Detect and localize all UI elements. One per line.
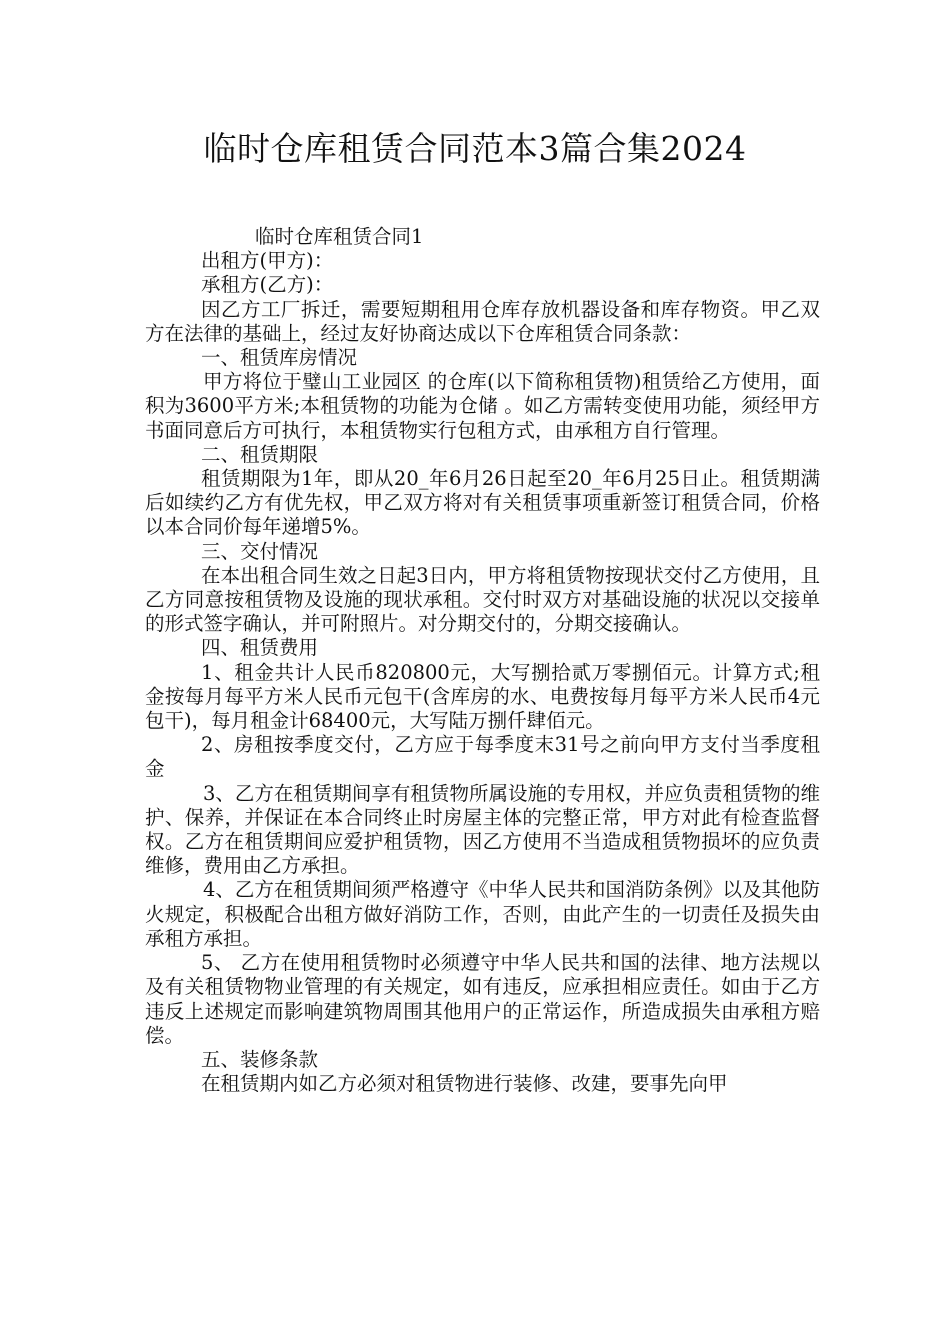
section-body-5: 在租赁期内如乙方必须对租赁物进行装修、改建，要事先向甲	[201, 1072, 728, 1096]
document-title: 临时仓库租赁合同范本3篇合集2024	[203, 129, 747, 168]
section-heading-2: 二、租赁期限	[201, 442, 319, 466]
contract-subtitle: 临时仓库租赁合同1	[255, 225, 424, 248]
section-body-3: 在本出租合同生效之日起3日内，甲方将租赁物按现状交付乙方使用，且乙方同意按租赁物及设施的现状承租。交付时双方对基础设施的状况以交接单的形式签字确认，并可附照片。对分期交付的，分期交接确认。	[145, 563, 820, 636]
section-heading-5: 五、装修条款	[201, 1047, 319, 1071]
lessee-line: 承租方(乙方)：	[201, 273, 334, 297]
section-4-item-2: 2、房租按季度交付，乙方应于每季度末31号之前向甲方支付当季度租金	[145, 733, 820, 781]
section-4-item-5: 5、 乙方在使用租赁物时必须遵守中华人民共和国的法律、地方法规以及有关租赁物物业管理的有关规定，如有违反，应承担相应责任。如由于乙方违反上述规定而影响建筑物周围其他用户的正常运作，所造成损失由承租方赔偿。	[145, 951, 820, 1047]
section-body-2: 租赁期限为1年，即从20_年6月26日起至20_年6月25日止。租赁期满后如续约乙方有优先权，甲乙双方将对有关租赁事项重新签订租赁合同，价格以本合同价每年递增5%。	[145, 467, 820, 539]
document-body	[145, 225, 820, 1096]
section-heading-3: 三、交付情况	[201, 539, 319, 563]
lessor-line: 出租方(甲方)：	[201, 249, 334, 273]
section-4-item-1: 1、租金共计人民币820800元，大写捌拾贰万零捌佰元。计算方式;租金按每月每平方米人民币元包干(含库房的水、电费按每月每平方米人民币4元包干)，每月租金计68400元，大写陆万捌仟肆佰元。	[145, 660, 820, 733]
section-heading-4: 四、租赁费用	[201, 636, 319, 660]
intro-paragraph: 因乙方工厂拆迁，需要短期租用仓库存放机器设备和库存物资。甲乙双方在法律的基础上，经过友好协商达成以下仓库租赁合同条款：	[145, 297, 820, 345]
section-4-item-3: 3、乙方在租赁期间享有租赁物所属设施的专用权，并应负责租赁物的维护、保养，并保证在本合同终止时房屋主体的完整正常，甲方对此有检查监督权。乙方在租赁期间应爱护租赁物，因乙方使用不当造成租赁物损坏的应负责维修，费用由乙方承担。	[145, 781, 820, 878]
section-4-item-4: 4、乙方在租赁期间须严格遵守《中华人民共和国消防条例》以及其他防火规定，积极配合出租方做好消防工作，否则，由此产生的一切责任及损失由承租方承担。	[145, 878, 820, 950]
section-heading-1: 一、租赁库房情况	[201, 346, 358, 370]
section-body-1: 甲方将位于璧山工业园区 的仓库(以下简称租赁物)租赁给乙方使用，面积为3600平方米;本租赁物的功能为仓储 。如乙方需转变使用功能，须经甲方书面同意后方可执行，本租赁物实行包租方式，由承租方自行管理。	[145, 370, 820, 442]
